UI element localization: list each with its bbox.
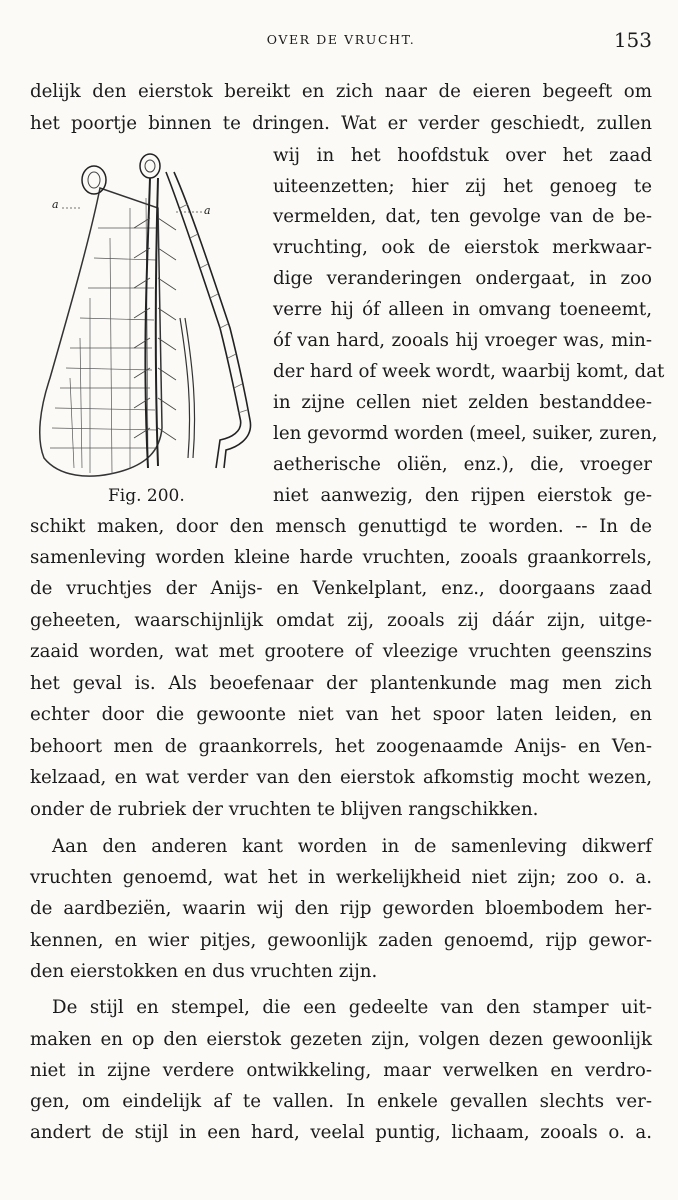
text-line: geheeten, waarschijnlijk omdat zij, zooals zij dáár zijn, uitge- — [30, 610, 652, 631]
running-title: OVER DE VRUCHT. — [266, 32, 416, 47]
text-line: onder de rubriek der vruchten te blijven rangschikken. — [30, 799, 539, 820]
text-line: dige veranderingen ondergaat, in zoo — [273, 268, 652, 289]
figure-caption: Fig. 200. — [108, 486, 185, 506]
ovary-section-drawing — [30, 148, 262, 488]
text-line: vruchting, ook de eierstok merkwaar- — [273, 237, 652, 258]
text-line: de aardbeziën, waarin wij den rijp geworden bloembodem her- — [30, 898, 652, 919]
text-line: verre hij óf alleen in omvang toeneemt, — [273, 299, 652, 320]
text-line: echter door die gewoonte niet van het spoor laten leiden, en — [30, 704, 652, 725]
text-line: uiteenzetten; hier zij het genoeg te — [273, 176, 652, 197]
text-line: het poortje binnen te dringen. Wat er verder geschiedt, zullen — [30, 113, 652, 134]
text-line: behoort men de graankorrels, het zoogenaamde Anijs- en Ven- — [30, 736, 652, 757]
text-line: maken en op den eierstok gezeten zijn, volgen dezen gewoonlijk — [30, 1029, 652, 1050]
text-line: in zijne cellen niet zelden bestanddee- — [273, 392, 652, 413]
text-line: andert de stijl in een hard, veelal puntig, lichaam, zooals o. a. — [30, 1122, 652, 1143]
figure-label-left: a — [52, 198, 59, 211]
text-line: de vruchtjes der Anijs- en Venkelplant, enz., doorgaans zaad — [30, 578, 652, 599]
text-line: den eierstokken en dus vruchten zijn. — [30, 961, 378, 982]
text-line: wij in het hoofdstuk over het zaad — [273, 145, 652, 166]
text-line: vruchten genoemd, wat het in werkelijkheid niet zijn; zoo o. a. — [30, 867, 652, 888]
text-line: aetherische oliën, enz.), die, vroeger — [273, 454, 652, 475]
text-line: óf van hard, zooals hij vroeger was, min- — [273, 330, 652, 351]
text-line: kelzaad, en wat verder van den eierstok afkomstig mocht wezen, — [30, 767, 652, 788]
text-line: schikt maken, door den mensch genuttigd te worden. -- In de — [30, 516, 652, 537]
text-line: niet in zijne verdere ontwikkeling, maar verwelken en verdro- — [30, 1060, 652, 1081]
text-line: Aan den anderen kant worden in de samenleving dikwerf — [52, 836, 652, 857]
text-line: delijk den eierstok bereikt en zich naar de eieren begeeft om — [30, 81, 652, 102]
text-line: samenleving worden kleine harde vruchten, zooals graankorrels, — [30, 547, 652, 568]
page-header — [30, 28, 652, 54]
text-line: het geval is. Als beoefenaar der plantenkunde mag men zich — [30, 673, 652, 694]
text-line: der hard of week wordt, waarbij komt, dat — [273, 361, 665, 382]
text-line: niet aanwezig, den rijpen eierstok ge- — [273, 485, 652, 506]
text-line: len gevormd worden (meel, suiker, zuren, — [273, 423, 658, 444]
text-line: gen, om eindelijk af te vallen. In enkele gevallen slechts ver- — [30, 1091, 652, 1112]
page-number: 153 — [613, 28, 652, 52]
text-line: vermelden, dat, ten gevolge van de be- — [273, 206, 652, 227]
text-line: zaaid worden, wat met grootere of vleezige vruchten geenszins — [30, 641, 652, 662]
text-line: De stijl en stempel, die een gedeelte van den stamper uit- — [52, 997, 652, 1018]
figure-illustration — [30, 148, 262, 488]
text-line: kennen, en wier pitjes, gewoonlijk zaden genoemd, rijp gewor- — [30, 930, 652, 951]
figure-label-right: a — [204, 204, 211, 217]
